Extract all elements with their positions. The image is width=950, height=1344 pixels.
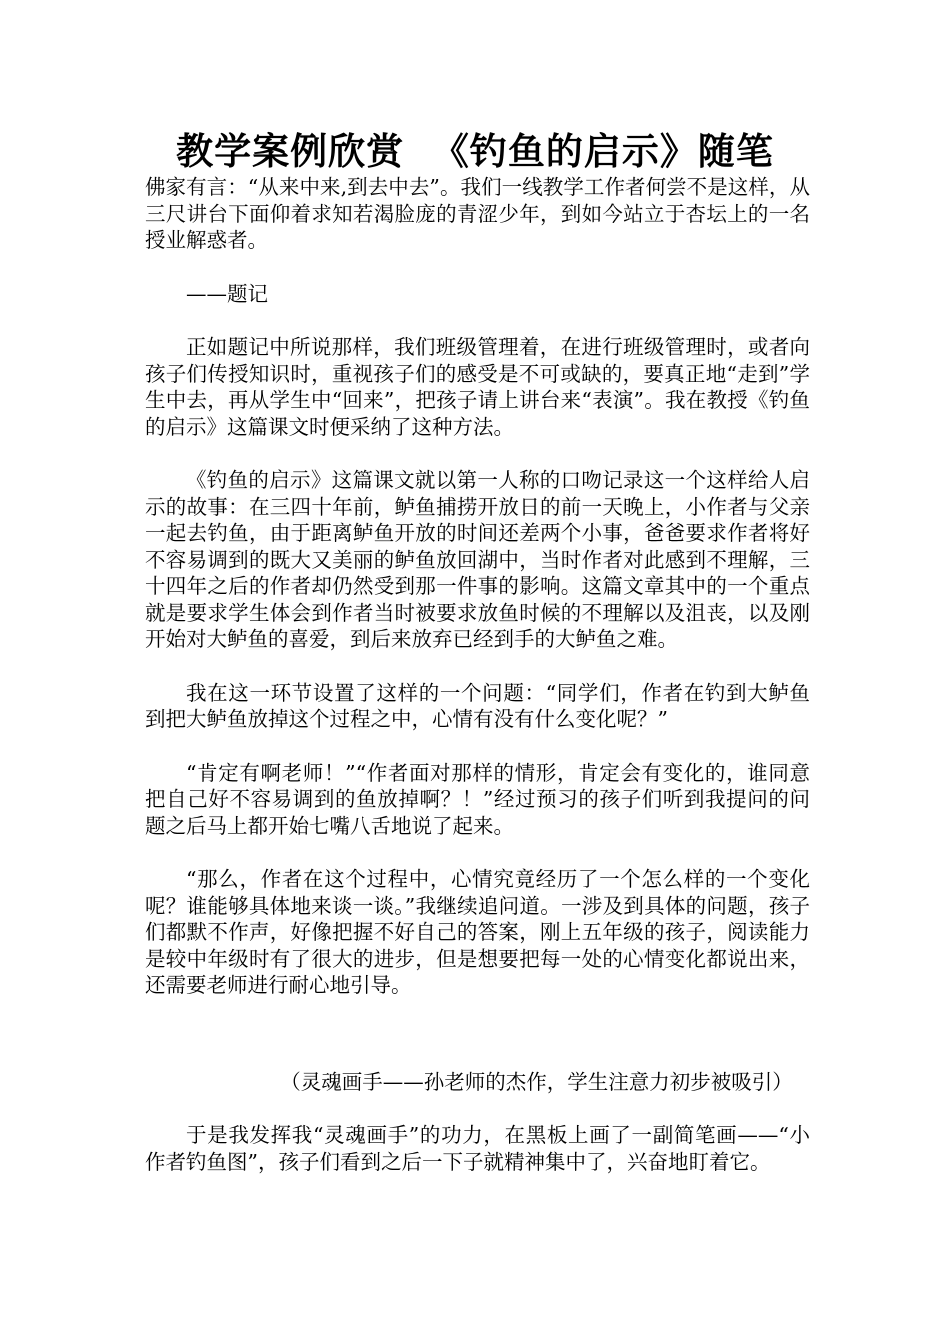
body-paragraph: 正如题记中所说那样，我们班级管理着，在进行班级管理时，或者向孩子们传授知识时，重视孩子们的感受是不可或缺的，要真正地“走到”学生中去，再从学生中“回来”，把孩子请上讲台来“表演”。我在教授《钓鱼的启示》这篇课文时便采纳了这种方法。 [145, 335, 810, 439]
body-paragraph: “那么，作者在这个过程中，心情究竟经历了一个怎么样的一个变化呢？谁能够具体地来谈一谈。”我继续追问道。一涉及到具体的问题，孩子们都默不作声，好像把握不好自己的答案，刚上五年级的孩子，阅读能力是较中年级时有了很大的进步，但是想要把每一处的心情变化都说出来，还需要老师进行耐心地引导。 [145, 867, 810, 997]
body-paragraph: 我在这一环节设置了这样的一个问题：“同学们，作者在钓到大鲈鱼到把大鲈鱼放掉这个过程之中，心情有没有什么变化呢？” [145, 680, 810, 731]
body-paragraph: “肯定有啊老师！”“作者面对那样的情形，肯定会有变化的，谁同意把自己好不容易调到的鱼放掉啊？！”经过预习的孩子们听到我提问的问题之后马上都开始七嘴八舌地说了起来。 [145, 760, 810, 838]
document-title: 教学案例欣赏 《钓鱼的启示》随笔 [176, 129, 774, 173]
document-body [145, 174, 810, 1202]
body-paragraph: 《钓鱼的启示》这篇课文就以第一人称的口吻记录这一个这样给人启示的故事：在三四十年前，鲈鱼捕捞开放日的前一天晚上，小作者与父亲一起去钓鱼，由于距离鲈鱼开放的时间还差两个小事，爸爸要求作者将好不容易调到的既大又美丽的鲈鱼放回湖中，当时作者对此感到不理解，三十四年之后的作者却仍然受到那一件事的影响。这篇文章其中的一个重点就是要求学生体会到作者当时被要求放鱼时候的不理解以及沮丧，以及刚开始对大鲈鱼的喜爱，到后来放弃已经到手的大鲈鱼之难。 [145, 468, 810, 651]
body-paragraph: 于是我发挥我“灵魂画手”的功力，在黑板上画了一副简笔画——“小作者钓鱼图”，孩子们看到之后一下子就精神集中了，兴奋地盯着它。 [145, 1123, 810, 1174]
epigraph-attribution: ——题记 [186, 281, 268, 306]
image-caption: （灵魂画手——孙老师的杰作，学生注意力初步被吸引） [280, 1069, 793, 1094]
intro-quote-paragraph: 佛家有言：“从来中来,到去中去”。我们一线教学工作者何尝不是这样，从三尺讲台下面仰着求知若渴脸庞的青涩少年，到如今站立于杏坛上的一名授业解惑者。 [145, 175, 810, 252]
